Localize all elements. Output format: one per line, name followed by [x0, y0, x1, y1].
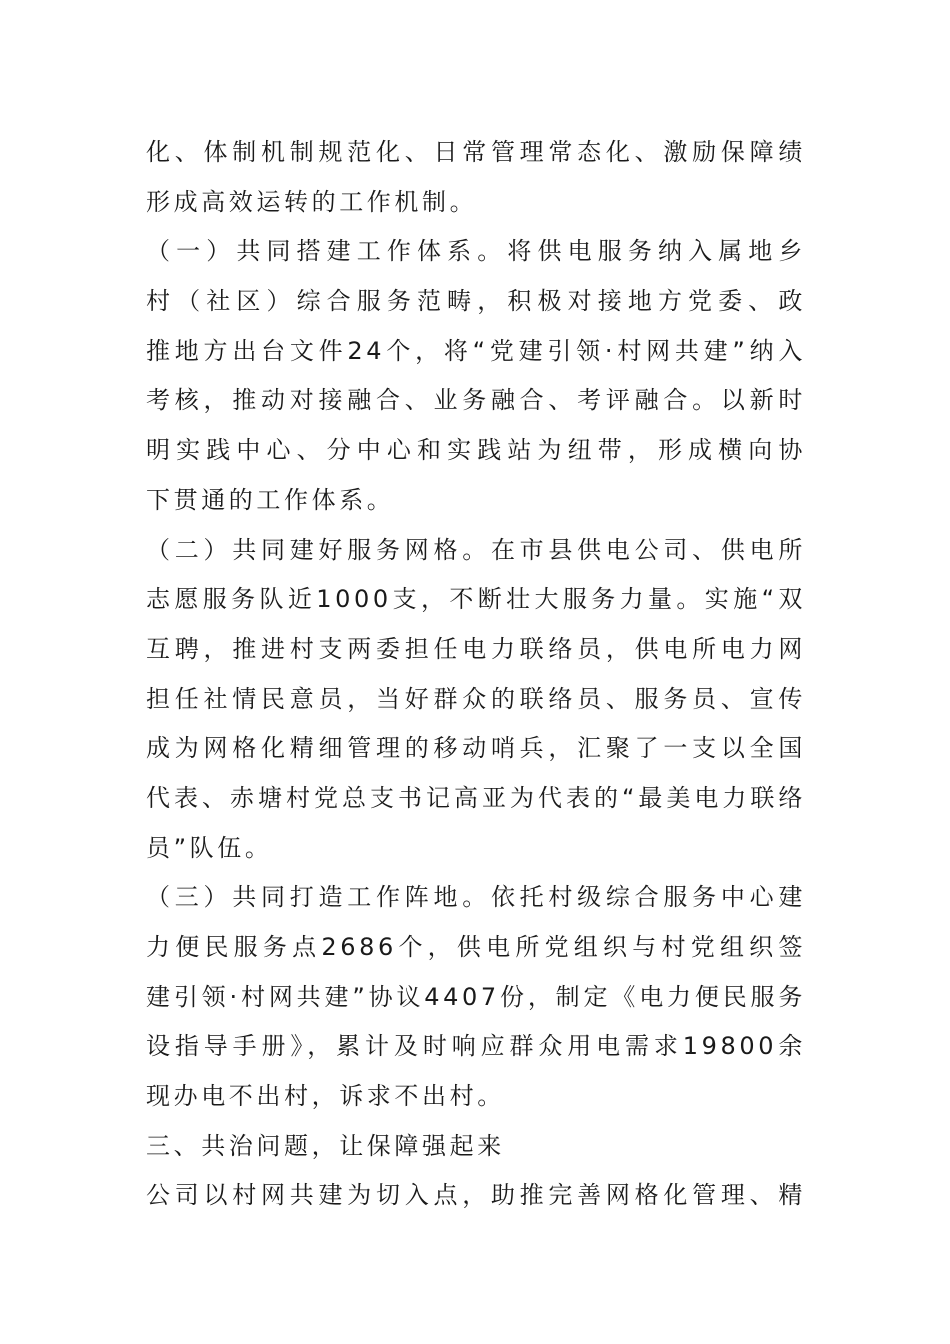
text-line: 建引领·村网共建”协议4407份，制定《电力便民服务 [146, 982, 806, 1011]
text-line: 形成高效运转的工作机制。 [146, 187, 478, 216]
text-line: 力便民服务点2686个，供电所党组织与村党组织签 [146, 933, 806, 961]
text-line: 村（社区）综合服务范畴，积极对接地方党委、政 [146, 287, 806, 316]
text-line: 考核，推动对接融合、业务融合、考评融合。以新时 [146, 386, 806, 415]
text-line: 互聘，推进村支两委担任电力联络员，供电所电力网 [146, 634, 806, 663]
text-line: 现办电不出村，诉求不出村。 [146, 1082, 505, 1111]
chapter-heading: 三、共治问题，让保障强起来 [146, 1131, 505, 1160]
text-line: 设指导手册》，累计及时响应群众用电需求19800余 [146, 1032, 806, 1061]
text-line: 成为网格化精细管理的移动哨兵，汇聚了一支以全国 [146, 734, 806, 763]
text-line: 志愿服务队近1000支，不断壮大服务力量。实施“双 [146, 585, 806, 614]
section-heading-line: （一）共同搭建工作体系。将供电服务纳入属地乡 [146, 237, 806, 266]
body-text [146, 128, 806, 1221]
text-line: 公司以村网共建为切入点，助推完善网格化管理、精 [146, 1181, 806, 1210]
text-line: 担任社情民意员，当好群众的联络员、服务员、宣传 [146, 684, 806, 713]
text-line: 明实践中心、分中心和实践站为纽带，形成横向协 [146, 436, 806, 465]
text-line: 员”队伍。 [146, 833, 273, 862]
text-line: 化、体制机制规范化、日常管理常态化、激励保障绩 [146, 138, 806, 166]
text-line: 代表、赤塘村党总支书记高亚为代表的“最美电力联络 [146, 783, 806, 812]
section-heading-line: （三）共同打造工作阵地。依托村级综合服务中心建 [146, 883, 806, 912]
text-line: 推地方出台文件24个，将“党建引领·村网共建”纳入 [146, 336, 806, 365]
text-line: 下贯通的工作体系。 [146, 485, 395, 514]
section-heading-line: （二）共同建好服务网格。在市县供电公司、供电所 [146, 535, 806, 564]
